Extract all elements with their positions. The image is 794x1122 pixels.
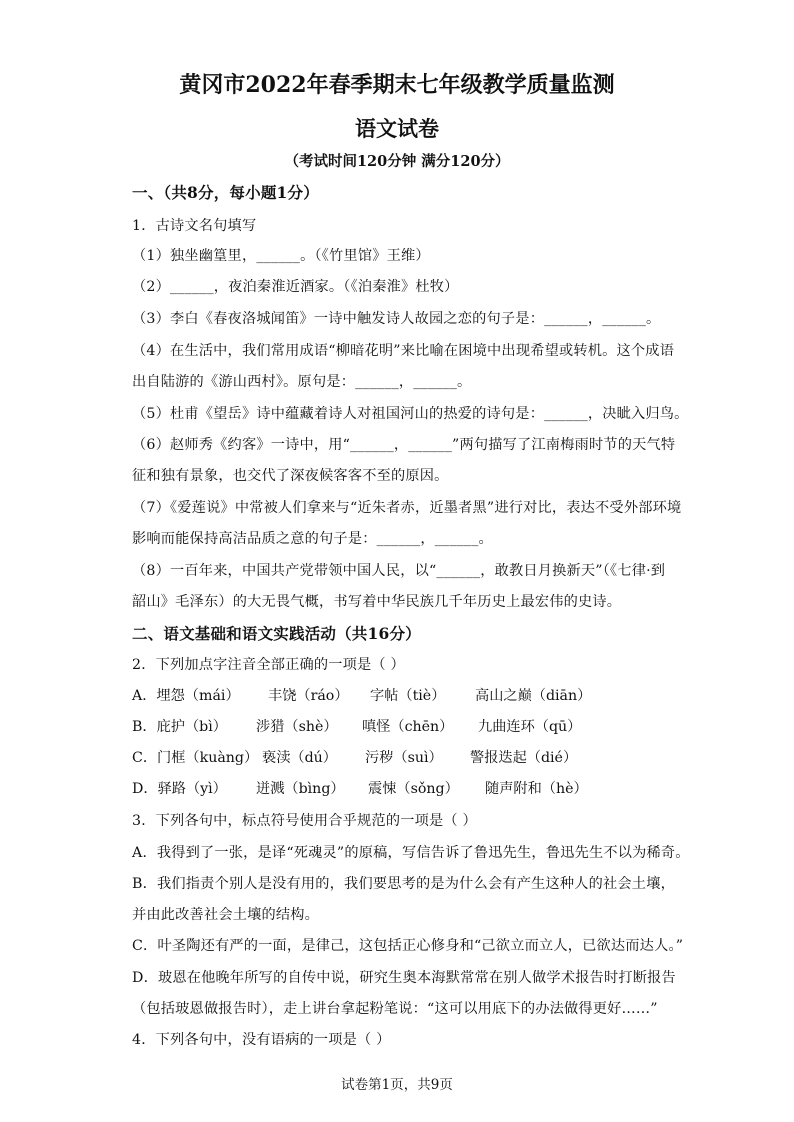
question-1-item-3: （3）李白《春夜洛城闻笛》一诗中触发诗人故园之恋的句子是：______，______。 [132, 311, 661, 327]
q2-option-c-word-1: C．门框（kuàng） [132, 750, 259, 766]
exam-title: 黄冈市2022年春季期末七年级教学质量监测 [179, 72, 615, 98]
question-4-stem: 4．下列各句中，没有语病的一项是（ ） [132, 1032, 391, 1048]
q2-option-d-word-1: D．驿路（yì） [132, 781, 227, 797]
q2-option-b-word-2: 涉猎（shè） [256, 719, 338, 735]
q2-option-b-word-3: 嗔怪（chēn） [362, 719, 454, 735]
q2-option-c-word-4: 警报迭起（dié） [470, 750, 578, 766]
q3-option-a: A．我得到了一张，是译“死魂灵”的原稿，写信告诉了鲁迅先生，鲁迅先生不以为稀奇。 [132, 845, 690, 861]
question-1-item-6a: （6）赵师秀《约客》一诗中，用“______，______”两句描写了江南梅雨时节的天气特 [132, 437, 676, 453]
q2-option-c-word-3: 污秽（suì） [365, 750, 443, 766]
question-1-item-4b: 出自陆游的《游山西村》。原句是：______，______。 [132, 374, 472, 390]
q2-option-b-word-1: B．庇护（bì） [132, 719, 227, 735]
q3-option-d-line-1: D．玻恩在他晚年所写的自传中说，研究生奥本海默常常在别人做学术报告时打断报告 [132, 970, 676, 986]
question-1-stem: 1．古诗文名句填写 [132, 218, 257, 234]
q2-option-d-word-4: 随声附和（hè） [485, 781, 588, 797]
q2-option-d-word-3: 震悚（sǒng） [368, 781, 459, 797]
question-1-item-4a: （4）在生活中，我们常用成语“柳暗花明”来比喻在困境中出现希望或转机。这个成语 [132, 343, 675, 359]
q2-option-a-word-3: 字帖（tiè） [370, 688, 446, 704]
q2-option-c-word-2: 亵渎（dú） [262, 750, 337, 766]
q3-option-b-line-1: B．我们指责个别人是没有用的，我们要思考的是为什么会有产生这种人的社会土壤， [132, 876, 675, 892]
page-footer: 试卷第1页，共9页 [341, 1077, 453, 1093]
q3-option-d-line-2: （包括玻恩做报告时），走上讲台拿起粉笔说：“这可以用底下的办法做得更好……” [132, 1001, 658, 1017]
question-1-item-1: （1）独坐幽篁里，______。（《竹里馆》王维） [132, 248, 430, 264]
section-1-heading: 一、（共8分，每小题1分） [132, 183, 319, 202]
question-1-item-6b: 征和独有景象，也交代了深夜候客客不至的原因。 [132, 468, 449, 484]
question-1-item-7b: 影响而能保持高洁品质之意的句子是：______，______。 [132, 531, 493, 547]
q3-option-c: C．叶圣陶还有严的一面，是律己，这包括正心修身和“己欲立而立人，已欲达而达人。” [132, 938, 684, 954]
q2-option-a-word-4: 高山之巅（diān） [475, 688, 592, 704]
question-1-item-7a: （7）《爱莲说》中常被人们拿来与“近朱者赤，近墨者黑”进行对比，表达不受外部环境 [132, 500, 682, 516]
q2-option-a-word-1: A．埋怨（mái） [132, 688, 240, 704]
q2-option-b-word-4: 九曲连环（qū） [478, 719, 582, 735]
question-2-stem: 2．下列加点字注音全部正确的一项是（ ） [132, 657, 405, 673]
question-1-item-5: （5）杜甫《望岳》诗中蕴藏着诗人对祖国河山的热爱的诗句是：______，决眦入归鸟。 [132, 406, 689, 422]
exam-info: （考试时间120分钟 满分120分） [284, 153, 510, 170]
question-1-item-2: （2）______，夜泊秦淮近酒家。（《泊秦淮》杜牧） [132, 279, 459, 295]
section-2-heading: 二、语文基础和语文实践活动（共16分） [132, 624, 421, 643]
question-1-item-8b: 韶山》毛泽东）的大无畏气概，书写着中华民族几千年历史上最宏伟的史诗。 [132, 594, 622, 610]
question-3-stem: 3．下列各句中，标点符号使用合乎规范的一项是（ ） [132, 813, 477, 829]
q2-option-d-word-2: 迸溅（bìng） [256, 781, 345, 797]
question-1-item-8a: （8）一百年来，中国共产党带领中国人民，以“______，敢教日月换新天”（《七律·到 [132, 563, 666, 579]
q2-option-a-word-2: 丰饶（ráo） [268, 688, 349, 704]
exam-subtitle: 语文试卷 [355, 116, 439, 141]
q3-option-b-line-2: 并由此改善社会土壤的结构。 [132, 907, 320, 923]
